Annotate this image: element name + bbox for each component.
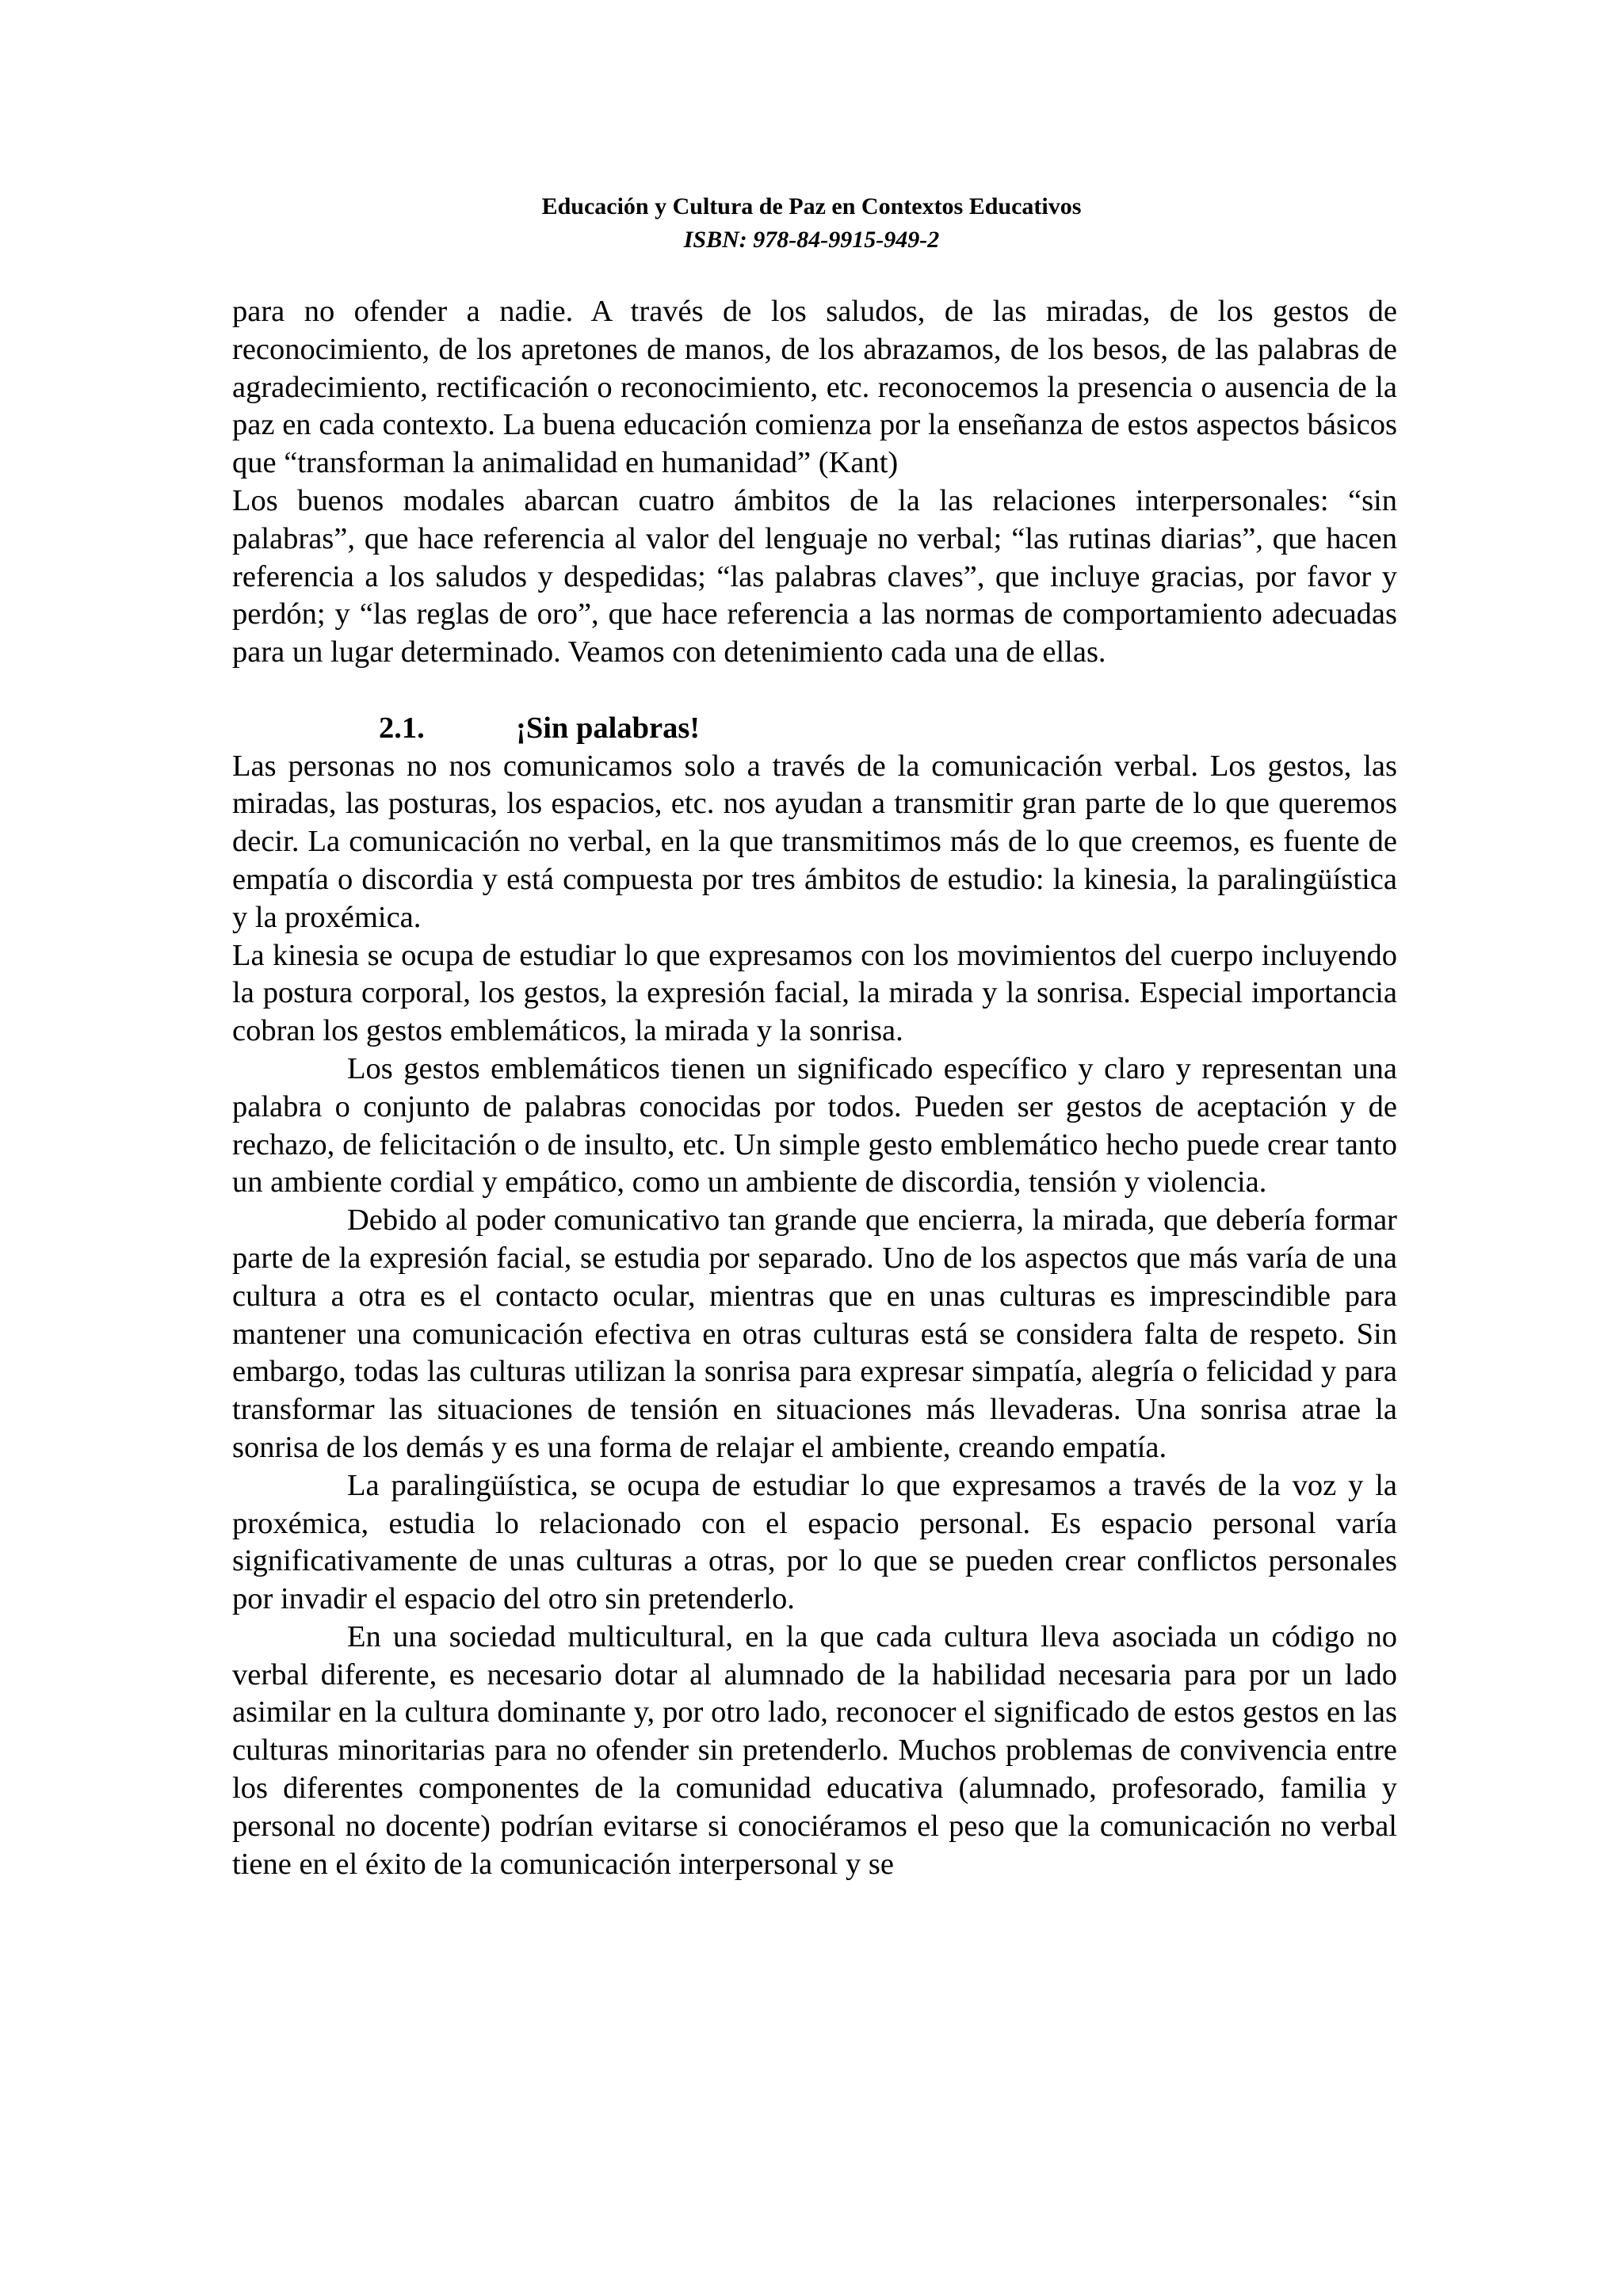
paragraph: La kinesia se ocupa de estudiar lo que expresamos con los movimientos del cuerpo incluyendo la postura corporal, los gestos, la expresión facial, la mirada y la sonrisa. Especial importancia cobran los gestos emblemáticos, la mirada y la sonrisa. bbox=[232, 938, 1397, 1048]
paragraph: Los buenos modales abarcan cuatro ámbitos de la las relaciones interpersonales: “sin palabras”, que hace referencia al valor del lenguaje no verbal; “las rutinas diarias”, que hacen referencia a los saludos y despedidas; “las palabras claves”, que incluye gracias, por favor y perdón; y “las reglas de oro”, que hace referencia a las normas de comportamiento adecuadas para un lugar determinado. Veamos con detenimiento cada una de ellas. bbox=[232, 483, 1397, 669]
paragraph: para no ofender a nadie. A través de los saludos, de las miradas, de los gestos de reconocimiento, de los apretones de manos, de los abrazamos, de los besos, de las palabras de agradecimiento, rectificación o reconocimiento, etc. reconocemos la presencia o ausencia de la paz en cada contexto. La buena educación comienza por la enseñanza de estos aspectos básicos que “transforman la animalidad en humanidad” (Kant) bbox=[232, 295, 1397, 480]
paragraph: En una sociedad multicultural, en la que cada cultura lleva asociada un código no verbal diferente, es necesario dotar al alumnado de la habilidad necesaria para por un lado asimilar en la cultura dominante y, por otro lado, reconocer el significado de estos gestos en las culturas minoritarias para no ofender sin pretenderlo. Muchos problemas de convivencia entre los diferentes componentes de la comunidad educativa (alumnado, profesorado, familia y personal no docente) podrían evitarse si conociéramos el peso que la comunicación no verbal tiene en el éxito de la comunicación interpersonal y se bbox=[232, 1619, 1397, 1881]
section-number: 2.1. bbox=[379, 711, 425, 745]
running-header bbox=[0, 190, 1623, 257]
paragraph: La paralingüística, se ocupa de estudiar lo que expresamos a través de la voz y la proxémica, estudia lo relacionado con el espacio personal. Es espacio personal varía significativamente de unas culturas a otras, por lo que se pueden crear conflictos personales por invadir el espacio del otro sin pretenderlo. bbox=[232, 1468, 1397, 1616]
paragraph: Los gestos emblemáticos tienen un significado específico y claro y representan una palabra o conjunto de palabras conocidas por todos. Pueden ser gestos de aceptación y de rechazo, de felicitación o de insulto, etc. Un simple gesto emblemático hecho puede crear tanto un ambiente cordial y empático, como un ambiente de discordia, tensión y violencia. bbox=[232, 1051, 1397, 1199]
isbn-line: ISBN: 978-84-9915-949-2 bbox=[683, 227, 940, 253]
paragraph: Debido al poder comunicativo tan grande que encierra, la mirada, que debería formar parte de la expresión facial, se estudia por separado. Uno de los aspectos que más varía de una cultura a otra es el contacto ocular, mientras que en unas culturas es imprescindible para mantener una comunicación efectiva en otras culturas está se considera falta de respeto. Sin embargo, todas las culturas utilizan la sonrisa para expresar simpatía, alegría o felicidad y para transformar las situaciones de tensión en situaciones más llevaderas. Una sonrisa atrae la sonrisa de los demás y es una forma de relajar el ambiente, creando empatía. bbox=[232, 1203, 1397, 1464]
body-text bbox=[232, 293, 1397, 1883]
section-title: ¡Sin palabras! bbox=[516, 711, 701, 745]
book-title: Educación y Cultura de Paz en Contextos Educativos bbox=[541, 193, 1082, 219]
paragraph: Las personas no nos comunicamos solo a través de la comunicación verbal. Los gestos, las miradas, las posturas, los espacios, etc. nos ayudan a transmitir gran parte de lo que queremos decir. La comunicación no verbal, en la que transmitimos más de lo que creemos, es fuente de empatía o discordia y está compuesta por tres ámbitos de estudio: la kinesia, la paralingüística y la proxémica. bbox=[232, 749, 1397, 934]
section-heading bbox=[232, 710, 1397, 748]
